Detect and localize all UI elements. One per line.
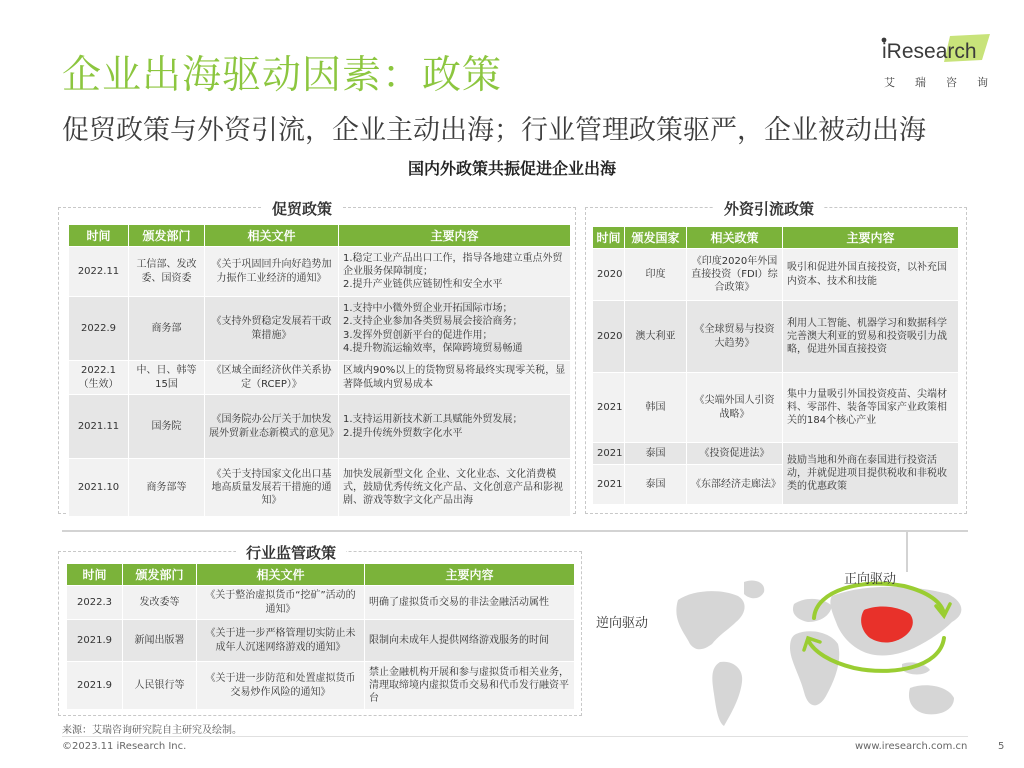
table-row xyxy=(67,586,575,620)
cell-time: 2021.9 xyxy=(67,620,123,662)
trade-policy-label: 促贸政策 xyxy=(262,198,342,219)
col-header-dept: 颁发部门 xyxy=(123,564,197,586)
col-header-country: 颁发国家 xyxy=(625,227,687,249)
logo-text: iResearch xyxy=(882,40,977,63)
cell-time: 2022.11 xyxy=(69,247,129,297)
cell-content: 利用人工智能、机器学习和数据科学完善澳大利亚的贸易和投资吸引力战略，促进外国直接投资 xyxy=(783,301,959,373)
cell-time: 2021.10 xyxy=(69,459,129,517)
table-row xyxy=(67,620,575,662)
table-row xyxy=(69,395,571,459)
cell-time: 2022.1 （生效） xyxy=(69,361,129,395)
col-header-time: 时间 xyxy=(593,227,625,249)
section-divider xyxy=(62,530,968,532)
table-row xyxy=(69,297,571,361)
logo-cn-text xyxy=(884,74,988,90)
cell-content: 明确了虚拟货币交易的非法金融活动属性 xyxy=(365,586,575,620)
footer-divider xyxy=(62,736,968,737)
cell-content: 吸引和促进外国直接投资，以补充国内资本、技术和技能 xyxy=(783,249,959,301)
section-heading: 国内外政策共振促进企业出海 xyxy=(407,159,616,178)
table-row xyxy=(593,249,959,301)
cell-dept: 发改委等 xyxy=(123,586,197,620)
cell-dept: 商务部 xyxy=(129,297,205,361)
cell-dept: 商务部等 xyxy=(129,459,205,517)
table-row xyxy=(69,361,571,395)
cell-country: 泰国 xyxy=(625,443,687,465)
cell-content: 限制向未成年人提供网络游戏服务的时间 xyxy=(365,620,575,662)
world-map xyxy=(592,560,1012,740)
cell-content: 加快发展新型文化 企业、文化业态、文化消费模式，鼓励优秀传统文化产品、文化创意产品和影视剧、游戏等数字文化产品出海 xyxy=(339,459,571,517)
cell-time: 2022.3 xyxy=(67,586,123,620)
cell-policy: 《尖端外国人引资战略》 xyxy=(687,373,783,443)
cell-doc: 《关于巩固回升向好趋势加力振作工业经济的通知》 xyxy=(205,247,339,297)
cell-time: 2020 xyxy=(593,301,625,373)
cell-policy: 《印度2020年外国直接投资（FDI）综合政策》 xyxy=(687,249,783,301)
cell-doc: 《关于整治虚拟货币“挖矿”活动的通知》 xyxy=(197,586,365,620)
col-header-content: 主要内容 xyxy=(339,225,571,247)
col-header-doc: 相关文件 xyxy=(197,564,365,586)
cell-country: 澳大利亚 xyxy=(625,301,687,373)
industry-policy-table xyxy=(66,563,575,710)
cell-dept: 新闻出版署 xyxy=(123,620,197,662)
forward-drive-label: 正向驱动 xyxy=(844,572,897,587)
cell-doc: 《关于支持国家文化出口基地高质量发展若干措施的通知》 xyxy=(205,459,339,517)
cell-content: 1.支持运用新技术新工具赋能外贸发展； 2.提升传统外贸数字化水平 xyxy=(339,395,571,459)
cell-time: 2021 xyxy=(593,443,625,465)
cell-content-merged: 鼓励当地和外商在泰国进行投资活动，并就促进项目提供税收和非税收类的优惠政策 xyxy=(783,443,959,505)
footer-website: www.iresearch.com.cn xyxy=(855,741,968,752)
iresearch-logo xyxy=(880,34,992,94)
logo-char: 询 xyxy=(977,76,988,89)
logo-char: 咨 xyxy=(946,76,957,89)
col-header-time: 时间 xyxy=(67,564,123,586)
col-header-time: 时间 xyxy=(69,225,129,247)
cell-country: 韩国 xyxy=(625,373,687,443)
table-row xyxy=(593,373,959,443)
footer-copyright: ©2023.11 iResearch Inc. xyxy=(62,741,187,752)
col-header-content: 主要内容 xyxy=(365,564,575,586)
cell-policy: 《投资促进法》 xyxy=(687,443,783,465)
col-header-doc: 相关文件 xyxy=(205,225,339,247)
cell-country: 印度 xyxy=(625,249,687,301)
cell-time: 2021 xyxy=(593,373,625,443)
cell-time: 2020 xyxy=(593,249,625,301)
cell-content: 1.稳定工业产品出口工作，指导各地建立重点外贸企业服务保障制度； 2.提升产业链供应链韧性和安全水平 xyxy=(339,247,571,297)
cell-dept: 国务院 xyxy=(129,395,205,459)
page-subtitle: 促贸政策与外资引流，企业主动出海；行业管理政策驱严，企业被动出海 xyxy=(62,115,926,146)
cell-content: 1.支持中小微外贸企业开拓国际市场； 2.支持企业参加各类贸易展会接洽商务； 3.发挥外贸创新平台的促进作用； 4.提升物流运输效率，保障跨境贸易畅通 xyxy=(339,297,571,361)
table-row xyxy=(67,662,575,710)
iresearch-logo-mark xyxy=(880,34,992,64)
cell-doc: 《国务院办公厅关于加快发展外贸新业态新模式的意见》 xyxy=(205,395,339,459)
table-row xyxy=(69,247,571,297)
logo-char: 艾 xyxy=(884,76,895,89)
cell-dept: 中、日、韩等15国 xyxy=(129,361,205,395)
cell-dept: 人民银行等 xyxy=(123,662,197,710)
foreign-policy-table xyxy=(592,226,959,505)
col-header-content: 主要内容 xyxy=(783,227,959,249)
cell-doc: 《关于进一步防范和处置虚拟货币交易炒作风险的通知》 xyxy=(197,662,365,710)
col-header-policy: 相关政策 xyxy=(687,227,783,249)
page-number: 5 xyxy=(998,741,1005,752)
reverse-drive-label: 逆向驱动 xyxy=(596,616,649,631)
page-title: 企业出海驱动因素：政策 xyxy=(62,53,503,98)
cell-time: 2021.9 xyxy=(67,662,123,710)
cell-doc: 《关于进一步严格管理切实防止未成年人沉迷网络游戏的通知》 xyxy=(197,620,365,662)
cell-policy: 《东部经济走廊法》 xyxy=(687,465,783,505)
foreign-policy-label: 外资引流政策 xyxy=(714,198,824,219)
source-note: 来源：艾瑞咨询研究院自主研究及绘制。 xyxy=(62,725,242,736)
table-row xyxy=(593,301,959,373)
cell-time: 2021.11 xyxy=(69,395,129,459)
col-header-dept: 颁发部门 xyxy=(129,225,205,247)
cell-content: 集中力量吸引外国投资疫苗、尖端材料、零部件、装备等国家产业政策相关的184个核心产业 xyxy=(783,373,959,443)
cell-policy: 《全球贸易与投资大趋势》 xyxy=(687,301,783,373)
cell-content: 区域内90%以上的货物贸易将最终实现零关税，显著降低域内贸易成本 xyxy=(339,361,571,395)
cell-dept: 工信部、发改委、国资委 xyxy=(129,247,205,297)
industry-policy-label: 行业监管政策 xyxy=(236,542,346,563)
cell-content: 禁止金融机构开展和参与虚拟货币相关业务，清理取缔境内虚拟货币交易和代币发行融资平台 xyxy=(365,662,575,710)
cell-country: 泰国 xyxy=(625,465,687,505)
cell-doc: 《支持外贸稳定发展若干政策措施》 xyxy=(205,297,339,361)
cell-doc: 《区域全面经济伙伴关系协定（RCEP）》 xyxy=(205,361,339,395)
logo-char: 瑞 xyxy=(915,76,926,89)
cell-time: 2021 xyxy=(593,465,625,505)
table-row xyxy=(69,459,571,517)
cell-time: 2022.9 xyxy=(69,297,129,361)
world-map-graphic xyxy=(592,560,1012,740)
table-row xyxy=(593,443,959,465)
trade-policy-table xyxy=(68,224,571,517)
